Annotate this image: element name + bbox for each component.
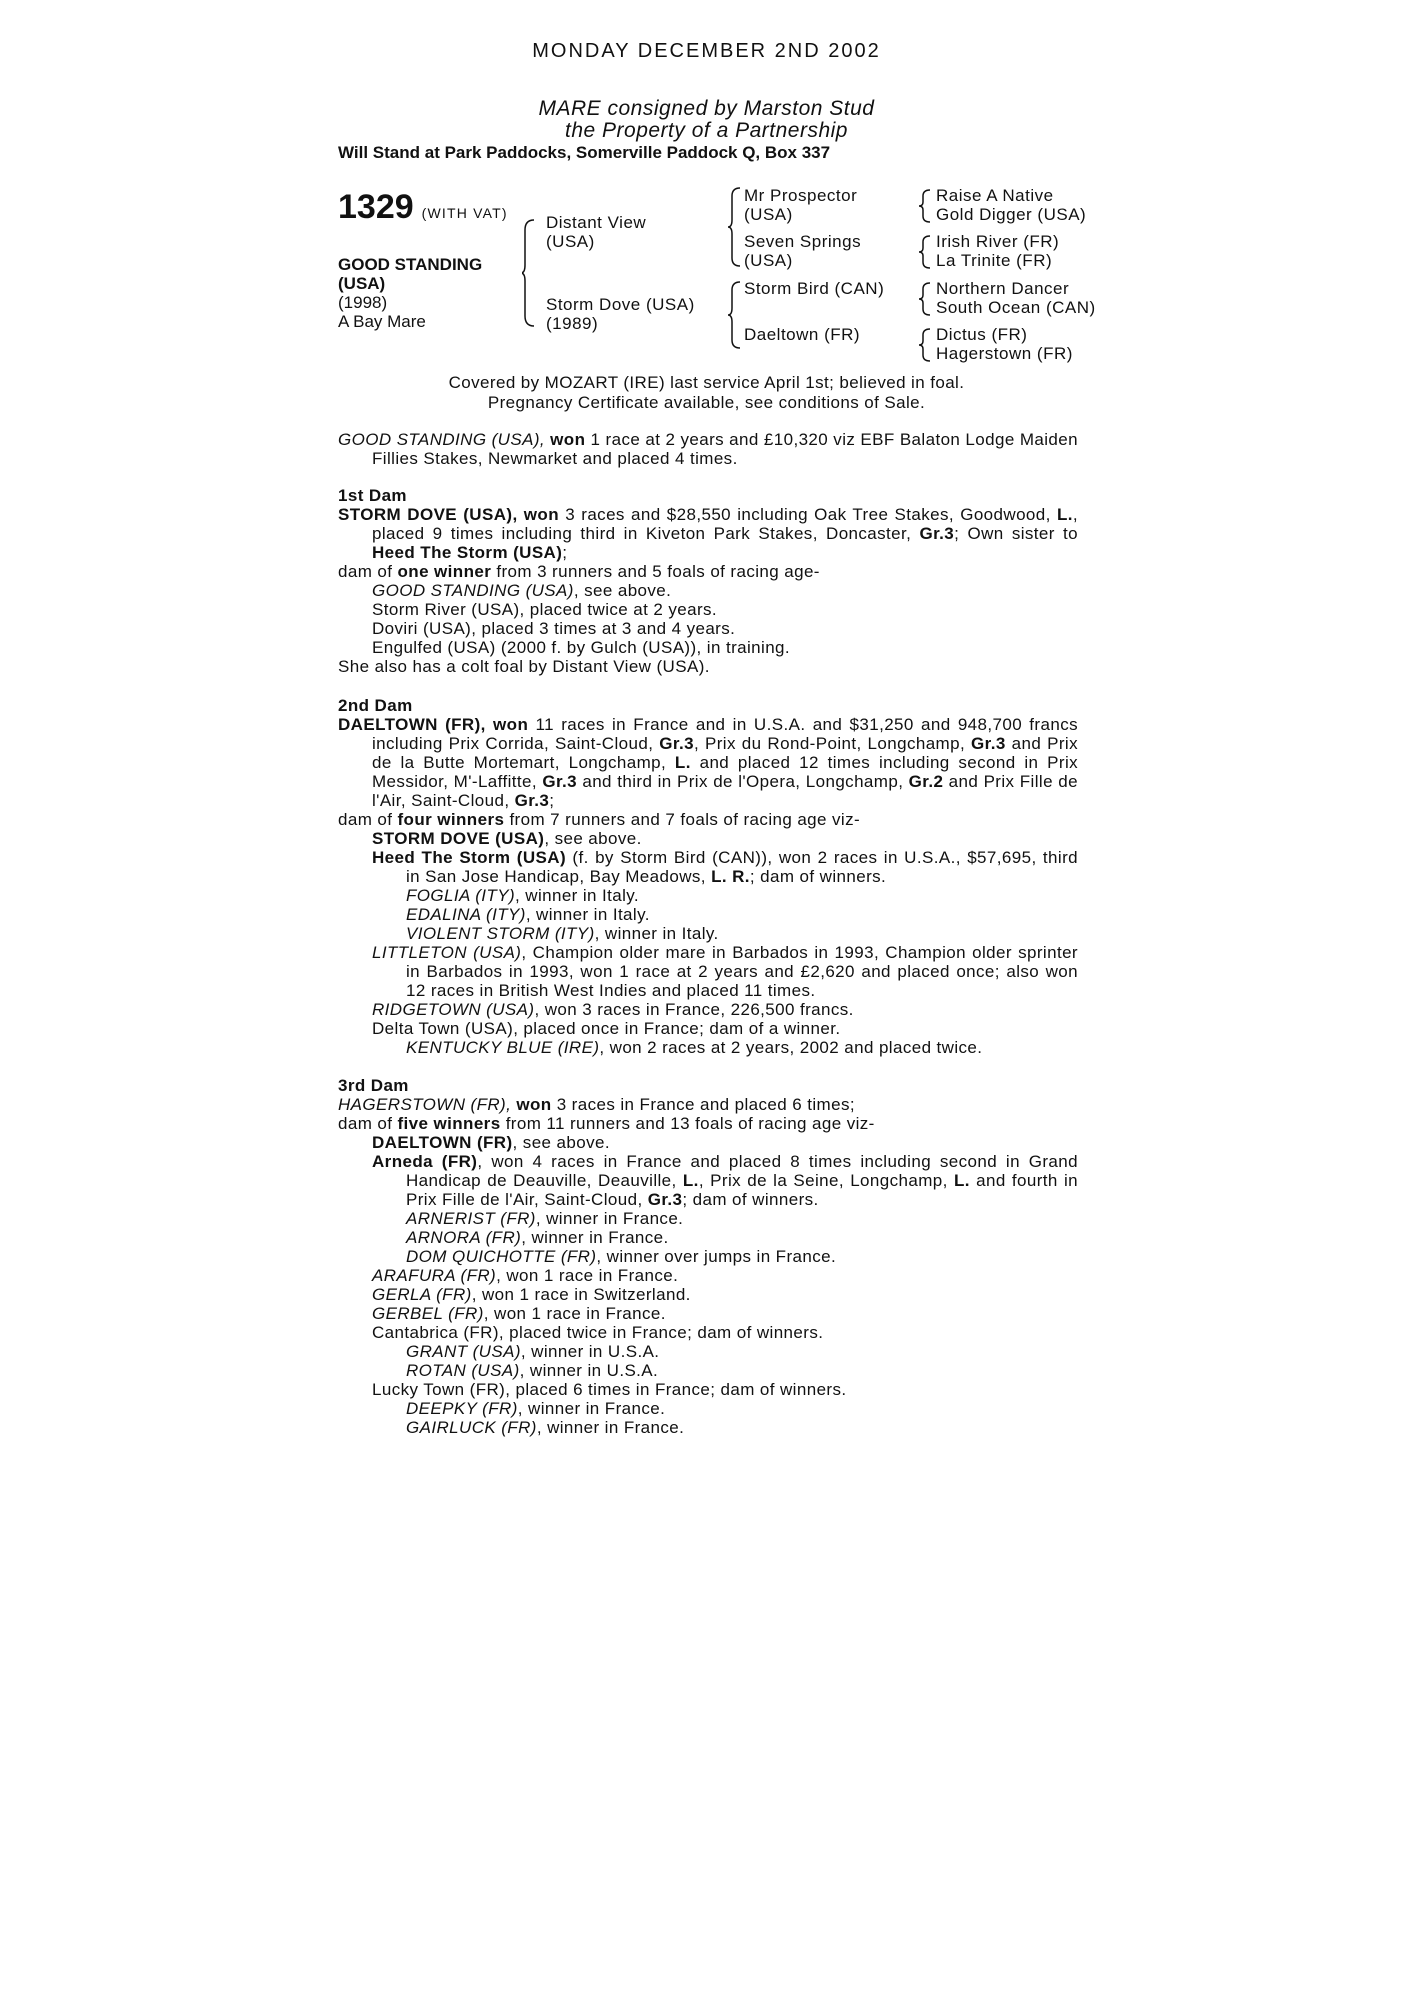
pedigree-dam-dam: Daeltown (FR) <box>744 325 861 344</box>
third-dam-title: 3rd Dam <box>338 1076 409 1095</box>
pedigree-brace-sd <box>918 234 932 270</box>
pedigree-sire: Distant View (USA) <box>546 213 647 251</box>
second-dam-record: DAELTOWN (FR), won 11 races in France and in U.S.A. and $31,250 and 948,700 francs including Prix Corrida, Saint-Cloud, Gr.3, Prix du Rond-Point, Longchamp, Gr.3 and Prix de la Butte Mortemart, Longchamp, L. and placed 12 times including second in Prix Messidor, M'-Laffitte, Gr.3 and third in Prix de l'Opera, Longchamp, Gr.2 and Prix Fille de l'Air, Saint-Cloud, Gr.3; <box>338 715 1079 810</box>
pedigree-sd-sire: Irish River (FR) <box>936 232 1060 251</box>
pedigree-ds-dam: South Ocean (CAN) <box>936 298 1096 317</box>
list-item: DOM QUICHOTTE (FR), winner over jumps in France. <box>406 1247 837 1266</box>
pedigree-brace-dam <box>728 280 742 350</box>
third-dam-produce-summary: dam of five winners from 11 runners and 13 foals of racing age viz- <box>338 1114 875 1133</box>
list-item: GAIRLUCK (FR), winner in France. <box>406 1418 685 1437</box>
list-item: GOOD STANDING (USA), see above. <box>372 581 672 600</box>
list-item: RIDGETOWN (USA), won 3 races in France, 226,500 francs. <box>372 1000 854 1019</box>
stabling-line: Will Stand at Park Paddocks, Somerville Paddock Q, Box 337 <box>338 143 831 162</box>
list-item: GERBEL (FR), won 1 race in France. <box>372 1304 666 1323</box>
list-item: ARAFURA (FR), won 1 race in France. <box>372 1266 679 1285</box>
pedigree-brace-dd <box>918 327 932 363</box>
list-item: GRANT (USA), winner in U.S.A. <box>406 1342 660 1361</box>
pedigree-brace-main <box>522 218 536 328</box>
second-dam-title: 2nd Dam <box>338 696 413 715</box>
list-item: GERLA (FR), won 1 race in Switzerland. <box>372 1285 691 1304</box>
list-item: STORM DOVE (USA), see above. <box>372 829 642 848</box>
list-item: She also has a colt foal by Distant View (USA). <box>338 657 710 676</box>
list-item: Engulfed (USA) (2000 f. by Gulch (USA)), in training. <box>372 638 791 657</box>
list-item: EDALINA (ITY), winner in Italy. <box>406 905 650 924</box>
list-item: FOGLIA (ITY), winner in Italy. <box>406 886 640 905</box>
pedigree-ss-dam: Gold Digger (USA) <box>936 205 1087 224</box>
pedigree-dd-sire: Dictus (FR) <box>936 325 1028 344</box>
list-item: Lucky Town (FR), placed 6 times in France; dam of winners. <box>372 1380 847 1399</box>
list-item: ROTAN (USA), winner in U.S.A. <box>406 1361 659 1380</box>
second-dam-section <box>338 696 1078 1057</box>
covering-note <box>0 373 1413 413</box>
list-item: KENTUCKY BLUE (IRE), won 2 races at 2 years, 2002 and placed twice. <box>406 1038 983 1057</box>
vat-note: (WITH VAT) <box>421 205 508 221</box>
pedigree-dam: Storm Dove (USA) (1989) <box>546 295 695 333</box>
list-item: DEEPKY (FR), winner in France. <box>406 1399 666 1418</box>
list-item: Delta Town (USA), placed once in France; dam of a winner. <box>372 1019 841 1038</box>
first-dam-section <box>338 486 1078 676</box>
list-item: Cantabrica (FR), placed twice in France; dam of winners. <box>372 1323 824 1342</box>
list-item: DAELTOWN (FR), see above. <box>372 1133 610 1152</box>
list-item: Heed The Storm (USA) (f. by Storm Bird (CAN)), won 2 races in U.S.A., $57,695, third in San Jose Handicap, Bay Meadows, L. R.; dam of winners. <box>372 848 1079 886</box>
horse-name: GOOD STANDING <box>338 255 483 274</box>
horse-year: (1998) <box>338 293 388 312</box>
pedigree-dam-sire: Storm Bird (CAN) <box>744 279 885 298</box>
covered-line: Covered by MOZART (IRE) last service April 1st; believed in foal. <box>448 373 965 392</box>
lot-header <box>338 188 508 227</box>
list-item: Storm River (USA), placed twice at 2 years. <box>372 600 718 619</box>
list-item: Doviri (USA), placed 3 times at 3 and 4 years. <box>372 619 736 638</box>
pedigree-sire-sire: Mr Prospector (USA) <box>744 186 858 224</box>
consignor-line: MARE consigned by Marston Stud <box>538 97 875 120</box>
list-item: LITTLETON (USA), Champion older mare in Barbados in 1993, Champion older sprinter in Barbados in 1993, won 1 race at 2 years and £2,620 and placed once; also won 12 races in British West Indies and placed 11 times. <box>372 943 1078 1000</box>
pedigree-sd-dam: La Trinite (FR) <box>936 251 1053 270</box>
list-item: ARNERIST (FR), winner in France. <box>406 1209 684 1228</box>
consignment-heading <box>0 98 1413 142</box>
second-dam-produce-summary: dam of four winners from 7 runners and 7 foals of racing age viz- <box>338 810 861 829</box>
sale-date: MONDAY DECEMBER 2ND 2002 <box>532 40 881 62</box>
horse-description: A Bay Mare <box>338 312 426 331</box>
pedigree-ss-sire: Raise A Native <box>936 186 1054 205</box>
first-dam-title: 1st Dam <box>338 486 407 505</box>
third-dam-record: HAGERSTOWN (FR), won 3 races in France and placed 6 times; <box>338 1095 855 1114</box>
horse-country: (USA) <box>338 274 386 293</box>
horse-record <box>338 430 1078 468</box>
list-item: Arneda (FR), won 4 races in France and placed 8 times including second in Grand Handicap de Deauville, Deauville, L., Prix de la Seine, Longchamp, L. and fourth in Prix Fille de l'Air, Saint-Cloud, Gr.3; dam of winners. <box>372 1152 1079 1209</box>
first-dam-record: STORM DOVE (USA), won 3 races and $28,550 including Oak Tree Stakes, Goodwood, L., placed 9 times including third in Kiveton Park Stakes, Doncaster, Gr.3; Own sister to Heed The Storm (USA); <box>338 505 1079 562</box>
property-line: the Property of a Partnership <box>565 119 848 142</box>
list-item: VIOLENT STORM (ITY), winner in Italy. <box>406 924 719 943</box>
pregnancy-line: Pregnancy Certificate available, see conditions of Sale. <box>487 393 926 412</box>
horse-record-text: GOOD STANDING (USA), won 1 race at 2 years and £10,320 viz EBF Balaton Lodge Maiden Fillies Stakes, Newmarket and placed 4 times. <box>338 430 1078 468</box>
third-dam-section <box>338 1076 1078 1437</box>
first-dam-produce-summary: dam of one winner from 3 runners and 5 foals of racing age- <box>338 562 820 581</box>
list-item: ARNORA (FR), winner in France. <box>406 1228 669 1247</box>
pedigree-dd-dam: Hagerstown (FR) <box>936 344 1073 363</box>
horse-details <box>338 255 482 331</box>
pedigree-ds-sire: Northern Dancer <box>936 279 1070 298</box>
pedigree-brace-ss <box>918 188 932 224</box>
pedigree-sire-dam: Seven Springs (USA) <box>744 232 862 270</box>
pedigree-brace-ds <box>918 281 932 317</box>
pedigree-brace-sire <box>728 186 742 268</box>
lot-number: 1329 <box>338 188 414 226</box>
